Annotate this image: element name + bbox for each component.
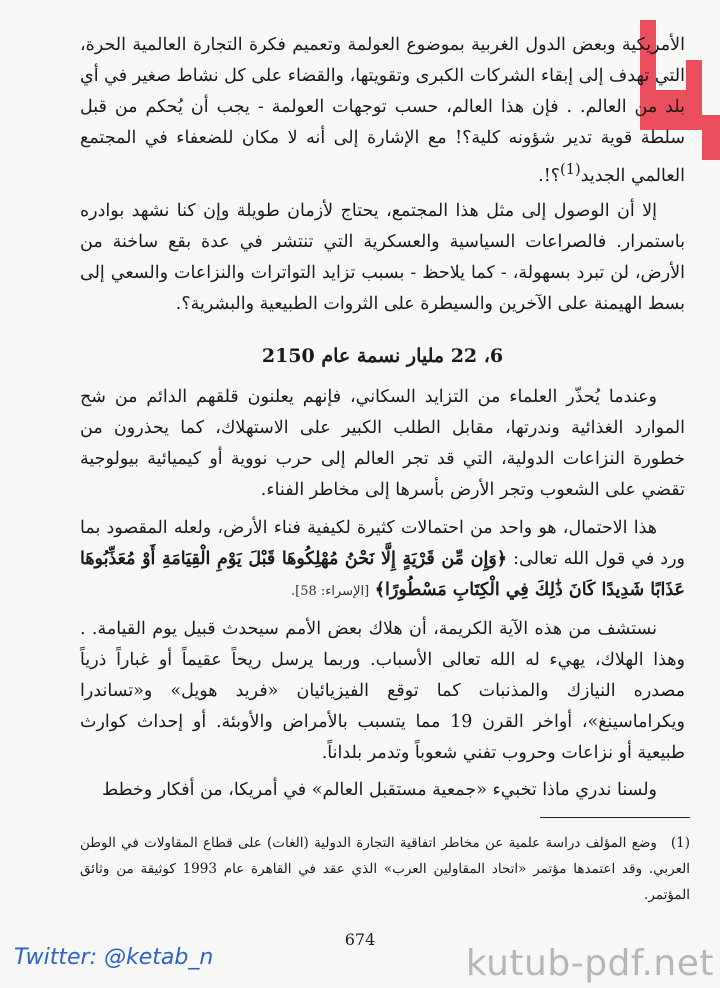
site-watermark: kutub-pdf.net xyxy=(465,943,714,984)
paragraph-destruction: نستشف من هذه الآية الكريمة، أن هلاك بعض الأمم سيحدث قبيل يوم القيامة. . وهذا الهلاك، يهيء له الله تعالى الأسباب. وربما يرسل ريحاً عقيماً أو غباراً ذرياً مصدره النيازك والمذنبات كما توقع الفيزيائيان «فريد هويل» و«تساندرا ويكراماسينغ»، أواخر القرن 19 مما يتسبب بالأمراض والأوبئة. أو إحداث كوارث طبيعية أو نزاعات وحروب تفني شعوباً وتدمر بلداناً. xyxy=(80,619,685,763)
section-heading: 6، 22 مليار نسمة عام 2150 xyxy=(261,345,504,367)
page-number: 674 xyxy=(344,930,376,949)
quran-verse: ﴿وَإِن مِّن قَرْيَةٍ إِلَّا نَحْنُ مُهْلِكُوهَا قَبْلَ يَوْمِ الْقِيَامَةِ أَوْ مُعَذِّبُوهَا عَذَابًا شَدِيدًا كَانَ ذَٰلِكَ فِي الْكِتَابِ مَسْطُورًا﴾ xyxy=(80,549,685,600)
quran-reference: [الإسراء: 58]. xyxy=(291,584,370,599)
footnote-ref: (1) xyxy=(560,161,581,178)
paragraph-globalization: الأمريكية وبعض الدول الغربية بموضوع العولمة وتعميم فكرة التجارة العالمية الحرة، التي تهدف إلى إبقاء الشركات الكبرى وتقويتها، والقضاء على كل نشاط صغير في أي بلد من العالم. . فإن هذا العالم، حسب توجهات العولمة - يجب أن يُحكم من قبل سلطة قوية تدير شؤونه كلية؟! مع الإشارة إلى أنه لا مكان للضعفاء في المجتمع العالمي الجديد$^{(1)}$؟!. xyxy=(80,35,685,186)
paragraph-population: وعندما يُحذّر العلماء من التزايد السكاني، فإنهم يعلنون قلقهم الدائم من شح الموارد الغذائية وندرتها، مقابل الطلب الكبير على الاستهلاك، كما يحذرون من خطورة النزاعات الدولية، التي قد تجر العالم إلى حرب نووية أو كيميائية بيولوجية تقضي على الشعوب وتجر الأرض بأسرها إلى مخاطر الفناء. xyxy=(80,387,685,500)
footnote xyxy=(80,830,690,908)
twitter-watermark: Twitter: @ketab_n xyxy=(14,945,214,970)
footnote-separator xyxy=(540,817,690,818)
paragraph-quran: هذا الاحتمال، هو واحد من احتمالات كثيرة لكيفية فناء الأرض، ولعله المقصود بما ورد في قول الله تعالى: ﴿وَإِن مِّن قَرْيَةٍ إِلَّا نَحْنُ مُهْلِكُوهَا قَبْلَ يَوْمِ الْقِيَامَةِ أَوْ مُعَذِّبُوهَا عَذَابًا شَدِيدًا كَانَ ذَٰلِكَ فِي الْكِتَابِ مَسْطُورًا﴾ [الإسراء: 58]. xyxy=(80,518,685,600)
footnote-number: (1) xyxy=(670,835,690,851)
paragraph-conflicts: إلا أن الوصول إلى مثل هذا المجتمع، يحتاج لأزمان طويلة وإن كنا نشهد بوادره باستمرار. فالصراعات السياسية والعسكرية التي تنتشر في عدة بقع ساخنة من الأرض، لن تبرد بسهولة، - كما يلاحظ - بسبب تزايد التواترات والنزاعات والسعي إلى بسط الهيمنة على الآخرين والسيطرة على الثروات الطبيعية والبشرية؟. xyxy=(80,201,685,314)
paragraph-future: ولسنا ندري ماذا تخبيء «جمعية مستقبل العالم» في أمريكا، من أفكار وخطط xyxy=(101,780,657,800)
footnote-text: وضع المؤلف دراسة علمية عن مخاطر اتفاقية التجارة الدولية (الغات) على قطاع المقاولات في الوطن العربي. وقد اعتمدها مؤتمر «اتحاد المقاولين العرب» الذي عقد في القاهرة عام 1993 كوثيقة من وثائق المؤتمر. xyxy=(80,835,691,903)
